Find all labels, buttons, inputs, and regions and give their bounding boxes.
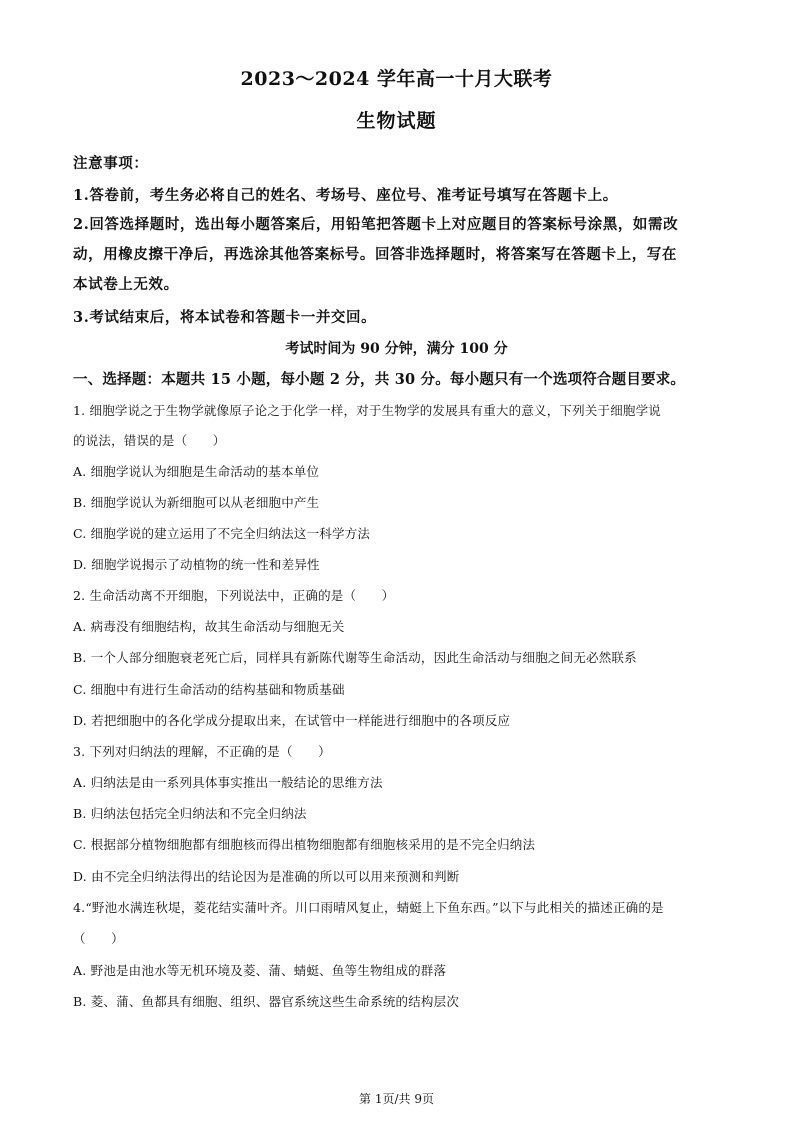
exam-time-info: 考试时间为 90 分钟，满分 100 分 (285, 341, 508, 357)
subject-title: 生物试题 (356, 110, 437, 132)
question-option: D. 由不完全归纳法得出的结论因为是准确的所以可以用来预测和判断 (73, 869, 460, 884)
notice-line: 3.考试结束后，将本试卷和答题卡一并交回。 (73, 309, 377, 326)
notice-line: 2.回答选择题时，选出每小题答案后，用铅笔把答题卡上对应题目的答案标号涂黑，如需改 (73, 216, 679, 233)
question-option: C. 根据部分植物细胞都有细胞核而得出植物细胞都有细胞核采用的是不完全归纳法 (73, 837, 536, 852)
question-option: A. 病毒没有细胞结构，故其生命活动与细胞无关 (73, 619, 345, 634)
notice-heading: 注意事项： (73, 155, 149, 172)
question-option: D. 细胞学说揭示了动植物的统一性和差异性 (73, 557, 320, 572)
question-stem: （ ） (73, 931, 124, 946)
question-option: B. 归纳法包括完全归纳法和不完全归纳法 (73, 806, 307, 821)
question-option: A. 细胞学说认为细胞是生命活动的基本单位 (73, 464, 320, 479)
question-stem: 3. 下列对归纳法的理解，不正确的是（ ） (73, 744, 331, 759)
notice-line: 本试卷上无效。 (73, 276, 179, 293)
question-stem: 4.“野池水满连秋堤，菱花结实蒲叶齐。川口雨晴风复止，蜻蜓上下鱼东西。”以下与此相关的描述正确的是 (73, 900, 664, 915)
question-stem: 2. 生命活动离不开细胞，下列说法中，正确的是（ ） (73, 588, 395, 603)
question-option: C. 细胞学说的建立运用了不完全归纳法这一科学方法 (73, 526, 371, 541)
exam-title: 2023～2024 学年高一十月大联考 (240, 68, 553, 90)
question-stem: 1. 细胞学说之于生物学就像原子论之于化学一样，对于生物学的发展具有重大的意义，下列关于细胞学说 (73, 403, 662, 418)
question-option: B. 菱、蒲、鱼都具有细胞、组织、器官系统这些生命系统的结构层次 (73, 994, 460, 1009)
question-option: C. 细胞中有进行生命活动的结构基础和物质基础 (73, 682, 345, 697)
notice-line: 动，用橡皮擦干净后，再选涂其他答案标号。回答非选择题时，将答案写在答题卡上，写在 (73, 246, 677, 263)
question-option: B. 一个人部分细胞衰老死亡后，同样具有新陈代谢等生命活动，因此生命活动与细胞之间无必然联系 (73, 650, 637, 665)
question-option: A. 归纳法是由一系列具体事实推出一般结论的思维方法 (73, 775, 383, 790)
notice-line: 1.答卷前，考生务必将自己的姓名、考场号、座位号、准考证号填写在答题卡上。 (73, 187, 618, 204)
question-stem: 的说法，错误的是（ ） (73, 433, 226, 448)
question-option: D. 若把细胞中的各化学成分提取出来，在试管中一样能进行细胞中的各项反应 (73, 713, 511, 728)
question-option: B. 细胞学说认为新细胞可以从老细胞中产生 (73, 495, 320, 510)
section-heading: 一、选择题：本题共 15 小题，每小题 2 分，共 30 分。每小题只有一个选项符合题目要求。 (73, 371, 686, 388)
question-option: A. 野池是由池水等无机环境及菱、蒲、蜻蜓、鱼等生物组成的群落 (73, 963, 447, 978)
page-number: 第 1页/共 9页 (359, 1092, 434, 1106)
